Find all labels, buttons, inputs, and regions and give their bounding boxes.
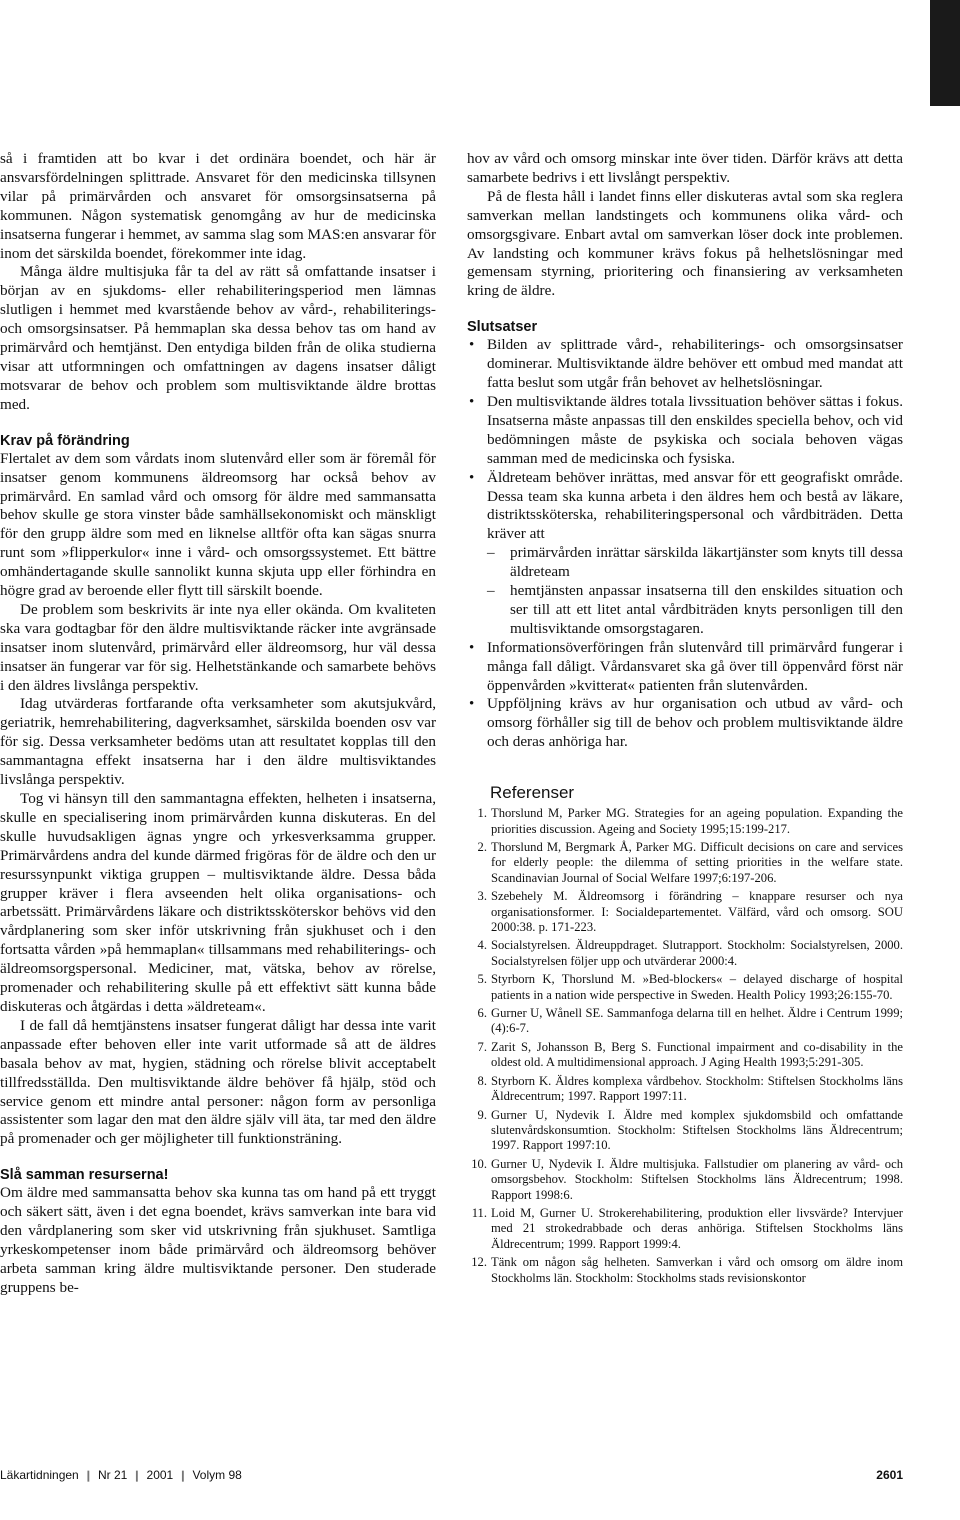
reference-item: [467, 1006, 903, 1037]
reference-item: [467, 1040, 903, 1071]
paragraph: så i framtiden att bo kvar i det ordinära boendet, och här är ansvarsfördelningen splittrade. Ansvaret för den medicinska tillsynen vilar på primärvården och ansvaret för omsorgsinsatserna på kommunen. Någon systematisk genomgång av hur de medicinska insatserna fungerar i hemmet, av samma slag som MAS:en ansvarar för inom det särskilda boendet, förekommer inte idag.: [0, 150, 436, 262]
reference-item: [467, 938, 903, 969]
bullet-icon: •: [469, 337, 475, 354]
paragraph: hov av vård och omsorg minskar inte över tiden. Därför krävs att detta samarbete bedrivs i ett livslångt perspektiv.: [467, 150, 903, 186]
list-item-text: Den multisviktande äldres totala livssituation behöver sättas i fokus. Insatserna måste anpassas till den enskildes speciella behov, och vid bedömningen måste de psykiska och sociala behoven vägas samman med de medicinska och fysiska.: [487, 392, 903, 467]
reference-text: Zarit S, Johansson B, Berg S. Functional impairment and co-disability in the oldest old. A multidimensional approach. J Aging Health 1993;5:291-305.: [491, 1039, 903, 1070]
reference-number: 3.: [477, 889, 487, 904]
bullet-icon: •: [469, 696, 475, 713]
reference-number: 9.: [477, 1107, 487, 1122]
footer-citation: [0, 1468, 242, 1484]
reference-text: Socialstyrelsen. Äldreuppdraget. Slutrapport. Stockholm: Socialstyrelsen, 2000. Socialstyrelsen följer upp och utvärderar 2000:4.: [491, 938, 903, 968]
list-item: [467, 336, 903, 393]
bullet-icon: •: [469, 393, 475, 410]
list-item-text: Bilden av splittrade vård-, rehabiliterings- och omsorgsinsatser dominerar. Multisviktande äldre behöver ett ombud med mandat att fatta beslut som utgår från behovet av helhetslösningar.: [487, 336, 903, 392]
paragraph: Idag utvärderas fortfarande ofta verksamheter som akutsjukvård, geriatrik, hemrehabilitering, dagverksamhet, särskilda boenden osv var för sig. Dessa verksamheter bedöms utan att resultatet kopplas till den sammantagna effekt insatserna har i den äldre multisviktandes livslånga perspektiv.: [0, 695, 436, 789]
reference-item: [467, 972, 903, 1003]
list-item: [467, 639, 903, 696]
reference-number: 10.: [471, 1156, 487, 1171]
right-column: [467, 150, 903, 1289]
year: 2001: [146, 1468, 174, 1482]
reference-text: Styrborn K. Äldres komplexa vårdbehov. Stockholm: Stiftelsen Stockholms läns Äldrecentrum; 1997. Rapport 1997:11.: [491, 1073, 903, 1104]
list-item-text: Äldreteam behöver inrättas, med ansvar för ett geografiskt område. Dessa team ska kunna arbeta i den äldres hem och bestå av läkare, distriktssköterska, rehabiliteringspersonal och vårdbiträden. Detta kräver att: [487, 468, 903, 543]
reference-item: [467, 840, 903, 886]
separator-icon: ❙: [132, 1470, 142, 1482]
reference-number: 1.: [477, 806, 487, 821]
sub-list-item: [467, 544, 903, 582]
reference-number: 7.: [477, 1039, 487, 1054]
reference-text: Loid M, Gurner U. Strokerehabilitering, produktion eller livsvärde? Intervjuer med 21 strokedrabbade och deras anhöriga. Stiftelsen Stockholms läns Äldrecentrum; 1999. Rapport 1999:4.: [491, 1205, 903, 1251]
paragraph: I de fall då hemtjänstens insatser fungerat dåligt har dessa inte varit anpassade efter behoven eller inte varit utformade så att de äldres basala behov av mat, hygien, städning och rörelse blivit acceptabelt tillfredsställda. Den multisviktande äldre behöver få hjälp, stöd och service genom ett mindre antal personer: någon form av personliga assistenter som lagar den mat den äldre själv vill äta, tar med den äldre på promenader och ger möjligheter till funktionsträning.: [0, 1016, 436, 1148]
separator-icon: ❙: [178, 1470, 188, 1482]
list-item: [467, 469, 903, 545]
journal-name: Läkartidningen: [0, 1468, 79, 1482]
list-item: [467, 393, 903, 469]
reference-text: Gurner U, Wånell SE. Sammanfoga delarna till en helhet. Äldre i Centrum 1999;(4):6-7.: [491, 1006, 903, 1036]
paragraph: Tog vi hänsyn till den sammantagna effekten, helheten i insatserna, skulle en specialisering inom primärvården kunna diskuteras. En del skulle huvudsakligen ägnas yngre och yrkesverksamma grupper. Primärvårdens andra del kunde därmed frigöras för de äldre och den ur resurssynpunkt viktiga gruppen – multisviktande äldre. Dessa båda grupper kräver i flera avseenden helt olika organisations- och arbetssätt. Primärvårdens läkare och distriktssköterskor behövs vid den vårdplanering som sker inför utskrivning från sjukhuset och i den fortsatta vården »på hemmaplan« tillsammans med rehabiliterings- och äldreomsorgspersonal. Mediciner, mat, vätska, behov av rörelse, promenader och rehabilitering skulle på ett effektivt sätt kunna både diskuteras och åtgärdas i detta »äldreteam«.: [0, 790, 436, 1015]
page-number: 2601: [876, 1468, 903, 1482]
reference-item: [467, 1074, 903, 1105]
separator-icon: ❙: [83, 1470, 93, 1482]
bullet-icon: •: [469, 469, 475, 486]
reference-number: 8.: [477, 1073, 487, 1088]
bullet-icon: •: [469, 639, 475, 656]
reference-number: 2.: [477, 840, 487, 854]
reference-text: Szebehely M. Äldreomsorg i förändring – knappare resurser och nya organisationsformer. I: Socialdepartementet. Välfärd, vård och omsorg. SOU 2000:38. p. 171-223.: [491, 889, 903, 935]
reference-number: 4.: [477, 938, 487, 953]
reference-item: [467, 1157, 903, 1203]
references-heading: Referenser: [490, 783, 575, 803]
dash-icon: –: [487, 582, 495, 600]
sub-list-item-text: hemtjänsten anpassar insatserna till den enskildes situation och ser till att ett litet antal vårdbiträden knyts personligen till den multisviktande omsorgstagaren.: [510, 582, 903, 637]
sub-list-item: [467, 582, 903, 639]
list-item: [467, 695, 903, 752]
reference-item: [467, 806, 903, 837]
reference-text: Tänk om någon såg helheten. Samverkan i vård och omsorg om äldre inom Stockholms län. Stockholm: Stockholms stads revisionskontor: [491, 1255, 903, 1285]
list-item-text: Informationsöverföringen från slutenvård till primärvård fungerar i många fall dåligt. Vårdansvaret ska gå över till öppenvård först när öppenvården »kvitterat« patienten från slutenvården.: [487, 638, 903, 694]
reference-number: 6.: [477, 1006, 487, 1021]
references-list: [467, 806, 903, 1286]
section-heading-krav: Krav på förändring: [0, 432, 130, 449]
paragraph: Många äldre multisjuka får ta del av rätt så omfattande insatser i början av en sjukdoms- eller rehabiliteringsperiod men lämnas slutligen i hemmet med kvarstående behov av vård-, rehabiliterings- och omsorgsinsatser. På hemmaplan ska dessa behov tas om hand av primärvård och hemtjänst. Den entydiga bilden från de olika studierna visar att utformningen och omfattningen av dagens insatser dåligt motsvarar de behov och problem som multisviktande äldre brottas med.: [0, 263, 436, 413]
reference-text: Styrborn K, Thorslund M. »Bed-blockers« – delayed discharge of hospital patients in a nation wide perspective in Sweden. Health Policy 1993;26:155-70.: [491, 972, 903, 1002]
list-item-text: Uppföljning krävs av hur organisation och utbud av vård- och omsorg förhåller sig till de behov och problem multisviktande äldre och deras anhöriga har.: [487, 695, 903, 751]
reference-number: 5.: [477, 972, 487, 987]
dash-icon: –: [487, 544, 495, 562]
paragraph: Om äldre med sammansatta behov ska kunna tas om hand på ett tryggt och säkert sätt, även i det egna boendet, krävs samverkan inte bara vid den vårdplanering som sker vid utskrivning från sjukhuset. Samtliga yrkeskompetenser inom både primärvård och äldreomsorg behöver arbeta samman kring äldre multisviktande personer. Den studerade gruppens be-: [0, 1184, 436, 1296]
corner-tab-marker: [930, 0, 960, 106]
reference-text: Thorslund M, Bergmark Å, Parker MG. Difficult decisions on care and services for elderly people: the dilemma of setting priorities in the welfare state. Scandinavian Journal of Social Welfare 1997;6:197-206.: [491, 840, 903, 885]
section-heading-slutsatser: Slutsatser: [467, 319, 538, 336]
volume: Volym 98: [192, 1468, 242, 1482]
reference-text: Gurner U, Nydevik I. Äldre multisjuka. Fallstudier om planering av vård- och omsorgsbehov. Stockholm: Stiftelsen Stockholms läns Äldrecentrum; 1998. Rapport 1998:6.: [491, 1156, 903, 1202]
paragraph: De problem som beskrivits är inte nya eller okända. Om kvaliteten ska vara godtagbar för den äldre multisviktande räcker inte avgränsade insatser inom slutenvård, primärvård eller äldreomsorg, hur väl dessa insatser än fungerar var för sig. Helhetstänkande och samarbete behövs i den äldres livslånga perspektiv.: [0, 600, 436, 694]
sub-list-item-text: primärvården inrättar särskilda läkartjänster som knyts till dessa äldreteam: [510, 544, 903, 581]
reference-item: [467, 889, 903, 935]
reference-item: [467, 1108, 903, 1154]
conclusions-list: [467, 336, 903, 752]
section-heading-sla-samman: Slå samman resurserna!: [0, 1167, 169, 1184]
paragraph: Flertalet av dem som vårdats inom slutenvård eller som är föremål för insatser genom kommunens äldreomsorg har också behov av primärvård. En samlad vård och omsorg för äldre med sammansatta behov skulle ge stora vinster både samhällsekonomiskt och mänskligt för den grupp äldre som med en liknelse alltför ofta kan sägas snurra runt som »flipperkulor« inne i vård- och omsorgssystemet. Ett bättre omhändertagande skulle sannolikt kunna skjuta upp eller förhindra en högre grad av beroende eller flytt till särskilt boende.: [0, 449, 436, 600]
reference-number: 12.: [471, 1255, 487, 1270]
reference-number: 11.: [471, 1205, 487, 1220]
left-column: [0, 150, 436, 1298]
reference-item: [467, 1206, 903, 1252]
reference-text: Gurner U, Nydevik I. Äldre med komplex sjukdomsbild och omfattande slutenvårdskonsumtion. Stockholm: Stiftelsen Stockholms läns Äldrecentrum; 1997. Rapport 1997:10.: [491, 1107, 903, 1153]
paragraph: På de flesta håll i landet finns eller diskuteras avtal som ska reglera samverkan mellan landstingets och kommunens olika vård- och omsorgsgivare. Enbart avtal om samverkan löser dock inte problemen. Av landsting och kommuner krävs fokus på helhetslösningar med gemensam styrning, prioritering och finansiering av verksamheten kring de äldre.: [467, 187, 903, 300]
reference-text: Thorslund M, Parker MG. Strategies for an ageing population. Expanding the priorities discussion. Ageing and Society 1995;15:199-217.: [491, 806, 903, 836]
issue-number: Nr 21: [97, 1468, 128, 1482]
reference-item: [467, 1255, 903, 1286]
